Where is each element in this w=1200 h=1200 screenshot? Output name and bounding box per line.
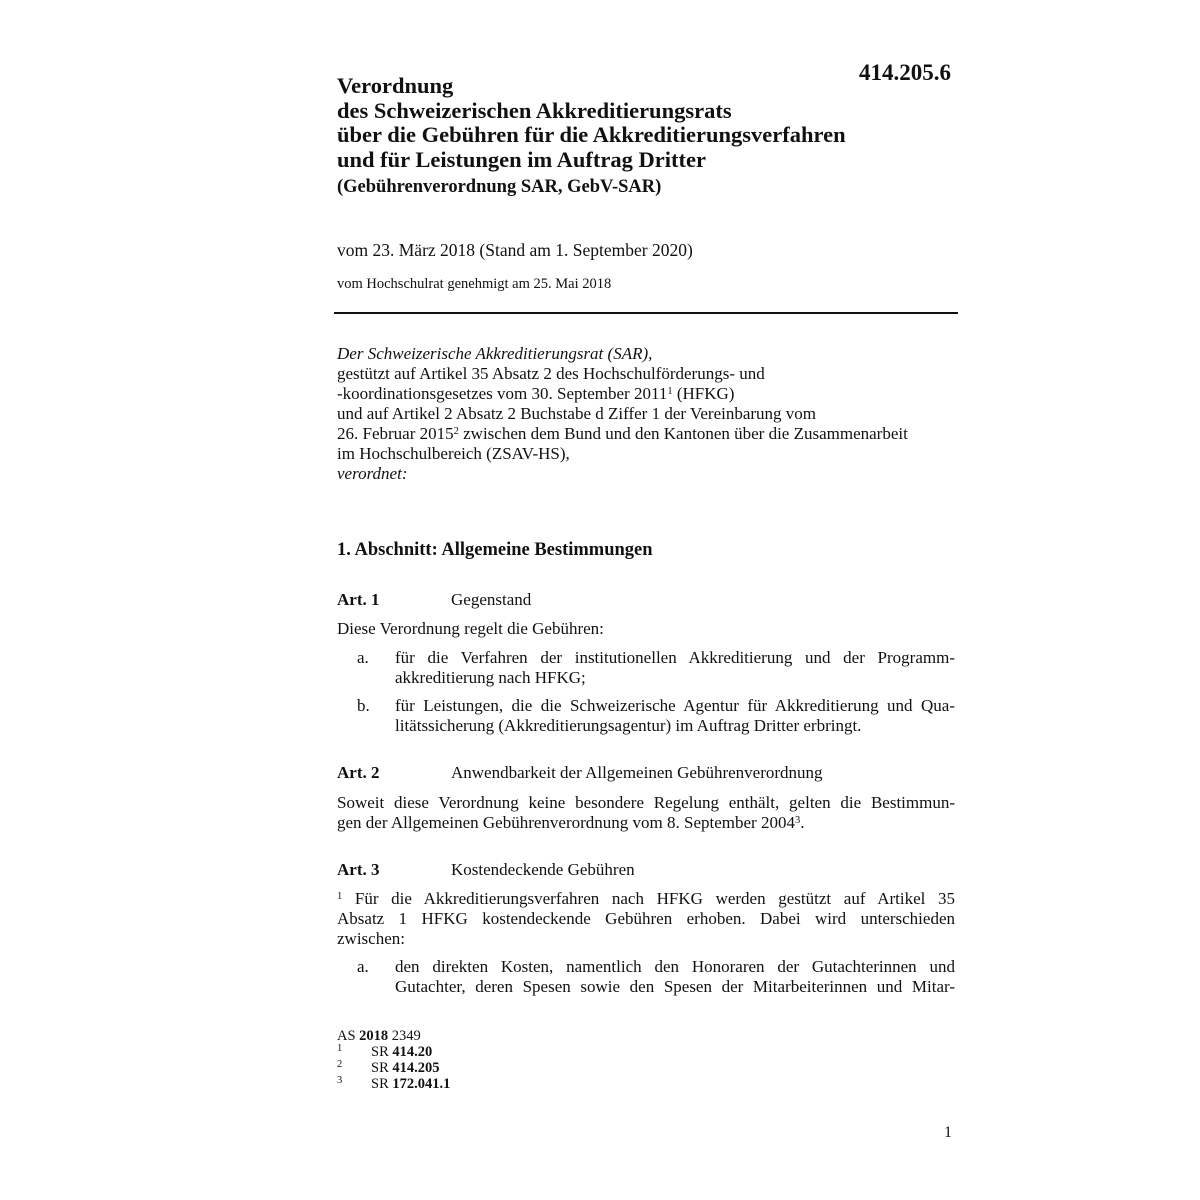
approval-line: vom Hochschulrat genehmigt am 25. Mai 2018 [337, 276, 612, 292]
title-line: über die Gebühren für die Akkreditierungsverfahren [337, 122, 846, 147]
list-text [395, 696, 955, 736]
sr-number: 414.205.6 [859, 60, 951, 85]
footnote-text [371, 1044, 432, 1060]
paragraph-line [337, 889, 955, 909]
footnote-ref[interactable]: 2 [453, 426, 459, 437]
paragraph-line [337, 813, 955, 833]
article-paragraph [337, 793, 955, 833]
list-letter: a. [357, 957, 369, 976]
footnote-sr-link[interactable]: 414.20 [392, 1044, 433, 1060]
article-number: Art. 1 [337, 590, 380, 609]
list-text [395, 648, 955, 688]
title-line: des Schweizerischen Akkreditierungsrats [337, 97, 732, 123]
article-title: Kostendeckende Gebühren [451, 860, 635, 879]
page-number: 1 [944, 1124, 952, 1141]
footnote-ref[interactable]: 1 [667, 386, 673, 397]
date-status-line: vom 23. März 2018 (Stand am 1. September 2020) [337, 240, 693, 260]
footnote-ref[interactable]: 3 [794, 815, 801, 826]
paragraph-line: Soweit diese Verordnung keine besondere Regelung enthält, gelten die Bestimmun- [337, 793, 955, 812]
footnote-prefix: SR [371, 1060, 393, 1076]
footnote-text [371, 1076, 450, 1092]
article-heading [337, 763, 823, 783]
footnotes [337, 1028, 451, 1092]
preamble-line [337, 384, 957, 404]
footnote-sr-link[interactable]: 172.041.1 [392, 1076, 451, 1092]
paragraph-line: zwischen: [337, 929, 405, 948]
footnote-number: 1 [337, 1043, 343, 1054]
paragraph-text: gen der Allgemeinen Gebührenverordnung vom 8. September 2004 [337, 813, 795, 832]
source-year: 2018 [359, 1028, 389, 1044]
section-heading: 1. Abschnitt: Allgemeine Bestimmungen [337, 540, 653, 560]
article-title: Anwendbarkeit der Allgemeinen Gebührenverordnung [451, 763, 823, 782]
footnote [337, 1059, 440, 1076]
title-line: und für Leistungen im Auftrag Dritter [337, 146, 706, 172]
source-prefix: AS [337, 1028, 360, 1044]
article-paragraph [337, 619, 955, 639]
paragraph-line: Diese Verordnung regelt die Gebühren: [337, 619, 604, 638]
footnote-sr-link[interactable]: 414.205 [392, 1060, 440, 1076]
official-compilation-ref [337, 1028, 421, 1044]
list-line: litätssicherung (Akkreditierungsagentur) im Auftrag Dritter erbringt. [395, 716, 862, 735]
footnote [337, 1043, 433, 1060]
footnote-text [371, 1060, 440, 1076]
article-number: Art. 2 [337, 763, 380, 782]
paragraph-text: Für die Akkreditierungsverfahren nach HFKG werden gestützt auf Artikel 35 [342, 889, 955, 908]
footnote-number: 2 [337, 1059, 343, 1070]
footnote-number: 3 [337, 1075, 343, 1086]
preamble-text: -koordinationsgesetzes vom 30. September 2011 [337, 384, 668, 403]
preamble-text: 26. Februar 2015 [337, 424, 454, 443]
source-page: 2349 [388, 1028, 421, 1044]
paragraph-line: Absatz 1 HFKG kostendeckende Gebühren erhoben. Dabei wird unterschieden [337, 909, 955, 928]
article-title: Gegenstand [451, 590, 532, 609]
preamble-line: im Hochschulbereich (ZSAV-HS), [337, 444, 570, 463]
list-line: für Leistungen, die die Schweizerische Agentur für Akkreditierung und Qua- [395, 696, 955, 715]
footnote [337, 1075, 451, 1092]
preamble-line: und auf Artikel 2 Absatz 2 Buchstabe d Ziffer 1 der Vereinbarung vom [337, 404, 817, 423]
footnote-prefix: SR [371, 1044, 393, 1060]
preamble-issuer: Der Schweizerische Akkreditierungsrat (SAR), [337, 344, 653, 363]
list-line: Gutachter, deren Spesen sowie den Spesen der Mitarbeiterinnen und Mitar- [395, 977, 955, 996]
preamble-line: gestützt auf Artikel 35 Absatz 2 des Hochschulförderungs- und [337, 364, 765, 383]
header-divider [334, 312, 958, 314]
article-paragraph [337, 889, 955, 949]
list-line: den direkten Kosten, namentlich den Honoraren der Gutachterinnen und [395, 957, 955, 976]
article-heading [337, 590, 531, 610]
list-text [395, 957, 955, 997]
article-number: Art. 3 [337, 860, 380, 879]
list-line: akkreditierung nach HFKG; [395, 668, 586, 687]
list-letter: b. [357, 696, 370, 715]
document-title [337, 74, 846, 172]
document-short-title: (Gebührenverordnung SAR, GebV-SAR) [337, 177, 662, 197]
preamble-line [337, 424, 957, 444]
preamble-text: zwischen dem Bund und den Kantonen über die Zusammenarbeit [458, 424, 908, 443]
footnote-prefix: SR [371, 1076, 393, 1092]
paragraph-text: . [800, 813, 805, 832]
list-letter: a. [357, 648, 369, 667]
preamble-verordnet: verordnet: [337, 464, 408, 483]
article-heading [337, 860, 635, 880]
preamble-text: (HFKG) [672, 384, 735, 403]
preamble [337, 344, 957, 484]
list-line: für die Verfahren der institutionellen Akkreditierung und der Programm- [395, 648, 955, 667]
title-line: Verordnung [337, 73, 454, 98]
paragraph-number: 1 [337, 891, 343, 902]
